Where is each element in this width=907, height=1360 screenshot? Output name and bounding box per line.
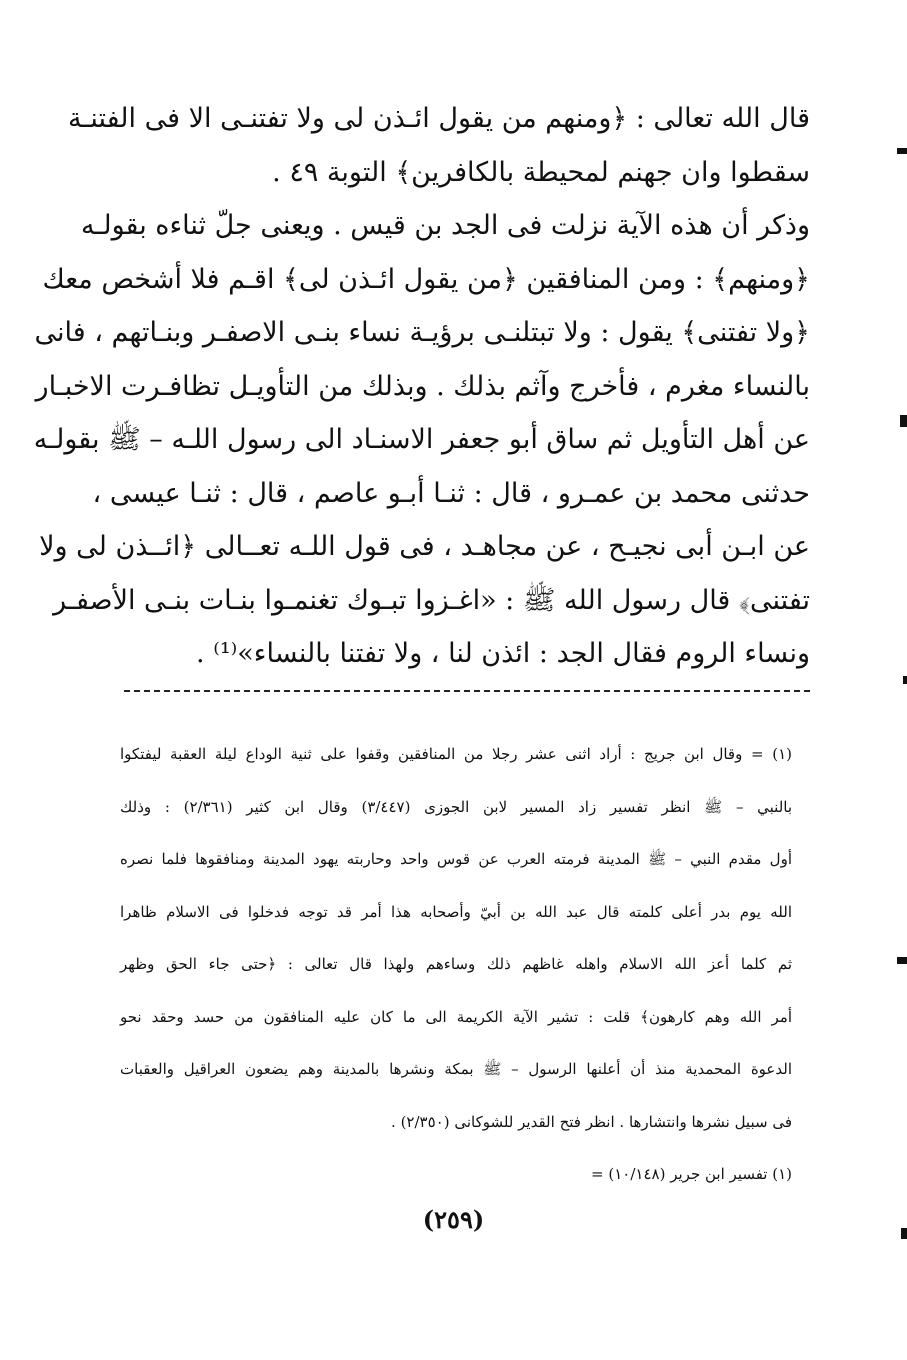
main-text-line: قال الله تعالى : ﴿ومنهم من يقول ائـذن لى ولا تفتنـى الا فى الفتنـة (67, 103, 810, 134)
footnote-line: أمر الله وهم كارهون﴾ قلت : تشير الآية الكريمة الى ما كان عليه المنافقون من حسد وحقد نحو (120, 1007, 792, 1026)
footnote-line: (١) = وقال ابن جريج : أراد اثنى عشر رجلا من المنافقين وقفوا على ثنية الوداع ليلة العقبة ليفتكوا (120, 745, 792, 763)
main-text-line: تفتنى﴾ قال رسول الله ﷺ : «اغـزوا تبـوك تغنمـوا بنـات بنـى الأصفـر (53, 584, 810, 616)
main-text-line: عن ابـن أبى نجيـح ، عن مجاهـد ، فى قول اللـه تعــالى ﴿ائــذن لى ولا (39, 531, 810, 562)
main-text-block (33, 92, 810, 681)
footnote-line: الله يوم بدر أعلى كلمته قال عبد الله بن أبيّ وأصحابه هذا أمر قد توجه فدخلوا فى الاسلام ظاهرا (120, 902, 792, 921)
scan-edge-mark (901, 1228, 907, 1239)
scan-edge-mark (903, 676, 907, 684)
footnote-line: الدعوة المحمدية منذ أن أعلنها الرسول – ﷺ بمكة ونشرها بالمدينة وهم يضعون العراقيل والعقبات (120, 1060, 792, 1078)
footnote-line: ثم كلما أعز الله الاسلام واهله غاظهم ذلك وساءهم ولهذا قال تعالى : ﴿حتى جاء الحق وظهر (120, 955, 792, 973)
footnote-line: (١) تفسير ابن جرير (١٠/١٤٨) = (591, 1165, 792, 1183)
main-text-line: ﴿ومنهم﴾ : ومن المنافقين ﴿من يقول ائـذن لى﴾ اقـم فلا أشخص معك (42, 263, 810, 295)
footnote-line: بالنبي – ﷺ انظر تفسير زاد المسير لابن الجوزى (٣/٤٤٧) وقال ابن كثير (٢/٣٦١) : وذلك (120, 797, 793, 816)
scan-edge-mark (897, 957, 907, 964)
footnote-line: أول مقدم النبي – ﷺ المدينة فرمته العرب عن قوس واحد وحاربته يهود المدينة ومنافقوها فلما نصره (120, 850, 792, 868)
footnote-separator (124, 690, 810, 692)
main-text-line: وذكر أن هذه الآية نزلت فى الجد بن قيس . ويعنى جلّ ثناءه بقولـه (80, 210, 810, 241)
footnotes-block (120, 728, 792, 1201)
main-text-line: بالنساء مغرم ، فأخرج وآثم بذلك . وبذلك من التأويـل تظافـرت الاخبـار (35, 370, 810, 402)
page-number: (٢٥٩) (422, 1205, 485, 1234)
main-text-line: سقطوا وان جهنم لمحيطة بالكافرين﴾ التوبة ٤٩ . (272, 156, 810, 188)
scan-edge-mark (897, 148, 907, 154)
main-text-line: عن أهل التأويل ثم ساق أبو جعفر الاسنـاد الى رسول اللـه – ﷺ بقولـه (33, 424, 810, 455)
footnote-line: فى سبيل نشرها وانتشارها . انظر فتح القدير للشوكانى (٢/٣٥٠) . (391, 1112, 792, 1131)
main-text-line: ونساء الروم فقال الجد : ائذن لنا ، ولا تفتنا بالنساء»⁽¹⁾ . (196, 638, 810, 669)
main-text-line: حدثنى محمد بن عمـرو ، قال : ثنـا أبـو عاصم ، قال : ثنـا عيسى ، (92, 477, 810, 509)
main-text-line: ﴿ولا تفتنى﴾ يقول : ولا تبتلنـى برؤيـة نساء بنـى الاصفـر وبنـاتهم ، فانى (34, 317, 810, 348)
scan-edge-mark (900, 415, 907, 427)
